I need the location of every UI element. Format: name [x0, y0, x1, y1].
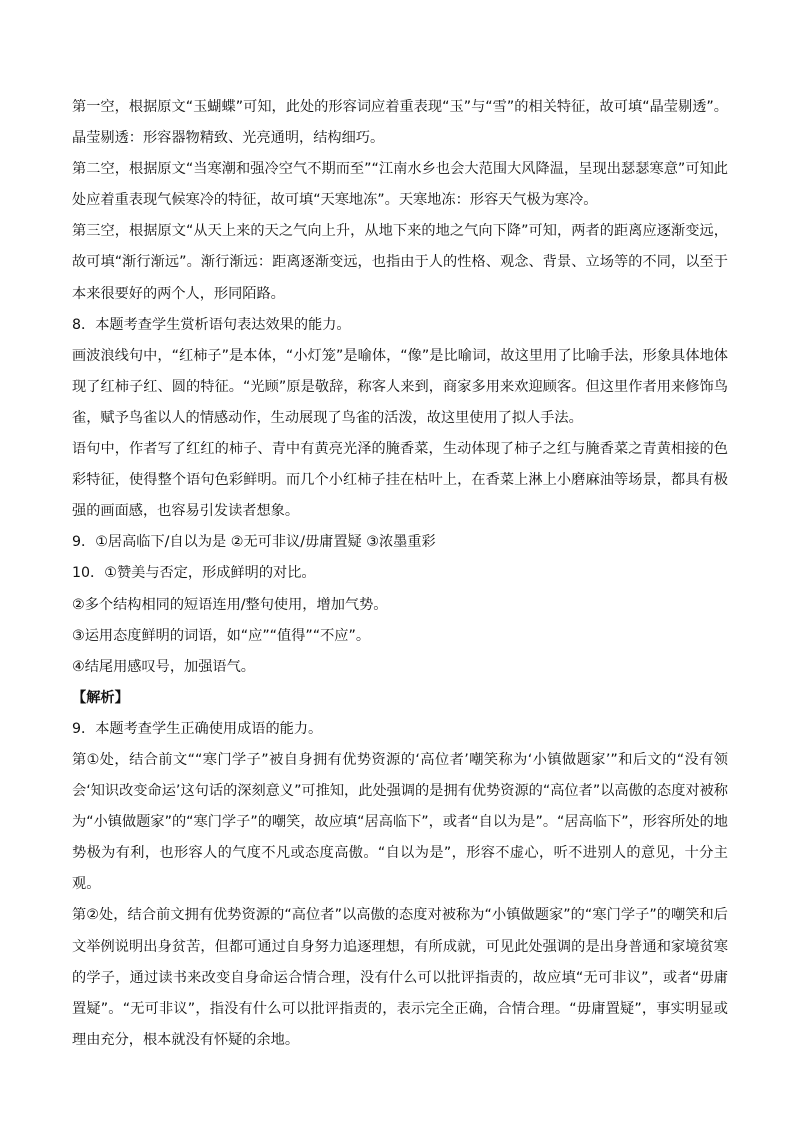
- document-page: [72, 92, 728, 1056]
- question-10-answer-2: ②多个结构相同的短语连用/整句使用，增加气势。: [72, 596, 388, 613]
- question-10-answer-3: ③运用态度鲜明的词语，如“应”“值得”“不应”。: [72, 627, 371, 644]
- question-9-blank-1: 第①处，结合前文““寒门学子”被自身拥有优势资源的‘高位者’嘲笑称为‘小镇做题家’”和后文的“没有领会‘知识改变命运’这句话的深刻意义”可推知，此处强调的是拥有优势资源的“高位者”以高傲的态度对被称为“小镇做题家”的“寒门学子”的嘲笑，故应填“居高临下”，或者“自以为是”。“居高临下”，形容所处的地势极为有利，也形容人的气度不凡或态度高傲。“自以为是”，形容不虚心，听不进别人的意见，十分主观。: [72, 751, 728, 893]
- question-9-answer: 9．①居高临下/自以为是 ②无可非议/毋庸置疑 ③浓墨重彩: [72, 534, 436, 551]
- paragraph-first-blank: 第一空，根据原文“玉蝴蝶”可知，此处的形容词应着重表现“玉”与“雪”的相关特征，故可填“晶莹剔透”。晶莹剔透：形容器物精致、光亮通明，结构细巧。: [72, 99, 728, 147]
- question-10-answer-4: ④结尾用感叹号，加强语气。: [72, 658, 255, 675]
- question-8-analysis-1: 画波浪线句中，“红柿子”是本体，“小灯笼”是喻体，“像”是比喻词，故这里用了比喻手法，形象具体地体现了红柿子红、圆的特征。“光顾”原是敬辞，称客人来到，商家多用来欢迎顾客。但这里作者用来修饰鸟雀，赋予鸟雀以人的情感动作，生动展现了鸟雀的活泼，故这里使用了拟人手法。: [72, 347, 728, 426]
- paragraph-third-blank: 第三空，根据原文“从天上来的天之气向上升，从地下来的地之气向下降”可知，两者的距离应逐渐变远，故可填“渐行渐远”。渐行渐远：距离逐渐变远，也指由于人的性格、观念、背景、立场等的不同，以至于本来很要好的两个人，形同陌路。: [72, 223, 728, 302]
- question-8-analysis-2: 语句中，作者写了红红的柿子、青中有黄亮光泽的腌香菜，生动体现了柿子之红与腌香菜之青黄相接的色彩特征，使得整个语句色彩鲜明。而几个小红柿子挂在枯叶上，在香菜上淋上小磨麻油等场景，都具有极强的画面感，也容易引发读者想象。: [72, 441, 728, 520]
- question-8-heading: 8．本题考查学生赏析语句表达效果的能力。: [72, 316, 351, 333]
- analysis-heading: 【解析】: [72, 689, 129, 706]
- question-10-answer-1: 10．①赞美与否定，形成鲜明的对比。: [72, 565, 316, 582]
- paragraph-second-blank: 第二空，根据原文“当寒潮和强冷空气不期而至”“江南水乡也会大范围大风降温，呈现出瑟瑟寒意”可知此处应着重表现气候寒冷的特征，故可填“天寒地冻”。天寒地冻：形容天气极为寒冷。: [72, 161, 728, 209]
- question-9-heading: 9．本题考查学生正确使用成语的能力。: [72, 720, 323, 737]
- question-9-blank-2: 第②处，结合前文拥有优势资源的“高位者”以高傲的态度对被称为“小镇做题家”的“寒门学子”的嘲笑和后文举例说明出身贫苦，但都可通过自身努力追逐理想，有所成就，可见此处强调的是出身普通和家境贫寒的学子，通过读书来改变自身命运合情合理，没有什么可以批评指责的，故应填“无可非议”，或者“毋庸置疑”。“无可非议”，指没有什么可以批评指责的，表示完全正确，合情合理。“毋庸置疑”，事实明显或理由充分，根本就没有怀疑的余地。: [72, 907, 728, 1048]
